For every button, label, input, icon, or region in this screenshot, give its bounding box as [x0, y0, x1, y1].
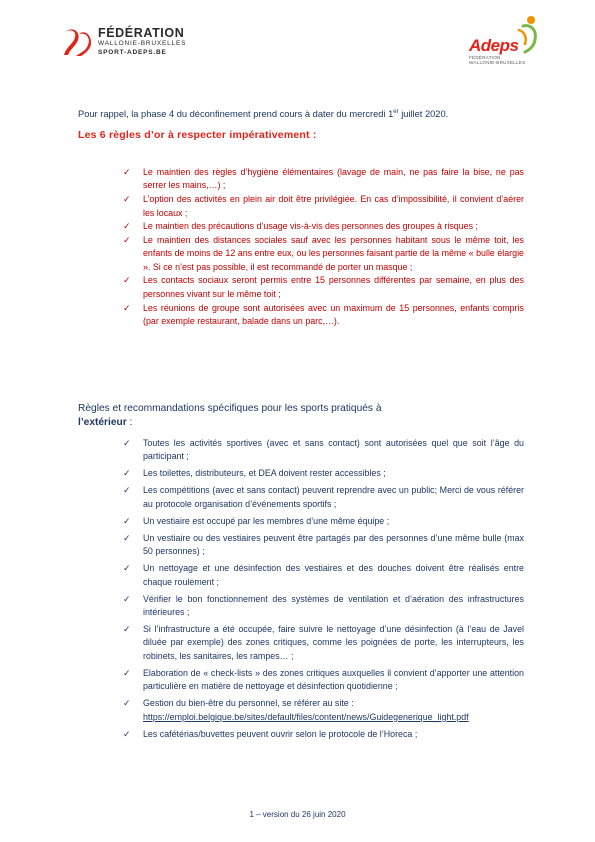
golden-rules-title: Les 6 règles d’or à respecter impérativement : [78, 129, 317, 141]
intro-text [78, 109, 448, 119]
list-item-text: Le maintien des distances sociales sauf avec les personnes habitant sous le même toit, les enfants de moins de 12 ans entre eux, ou les personnes faisant partie de la même « bulle élargie ». Si ce n’est pas possible, il est recommandé de porter un masque ; [143, 234, 524, 272]
checkmark-icon: ✓ [123, 515, 131, 526]
list-item [121, 220, 524, 233]
list-item-text: Gestion du bien-être du personnel, se référer au site : [143, 698, 354, 709]
golden-rules-list [121, 166, 524, 329]
list-item [121, 234, 524, 274]
list-item [121, 623, 524, 663]
checkmark-icon: ✓ [123, 563, 131, 574]
list-item [121, 515, 524, 528]
list-item [121, 166, 524, 193]
outdoor-title-text: Règles et recommandations spécifiques pour les sports pratiqués à [78, 403, 382, 414]
list-item [121, 562, 524, 589]
list-item-text: Les réunions de groupe sont autorisées avec un maximum de 15 personnes, enfants compris (par exemple restaurant, balade dans un parc,…). [143, 302, 524, 326]
fwb-subtitle: WALLONIE-BRUXELLES [98, 40, 187, 47]
checkmark-icon: ✓ [123, 221, 131, 232]
fwb-logo-mark-icon [62, 28, 92, 58]
list-item [121, 593, 524, 620]
checkmark-icon: ✓ [123, 438, 131, 448]
fwb-site: SPORT-ADEPS.BE [98, 49, 167, 56]
guide-link[interactable]: https://emploi.belgique.be/sites/default/files/content/news/Guidegenerique_light.pdf [143, 711, 469, 722]
intro-sup: er [393, 109, 399, 115]
page-footer: 1 – version du 26 juin 2020 [249, 810, 346, 819]
list-item [121, 467, 524, 480]
checkmark-icon: ✓ [123, 593, 131, 604]
checkmark-icon: ✓ [123, 667, 131, 678]
list-item-text: Les contacts sociaux seront permis entre 15 personnes différentes par semaine, en plus des personnes vivant sur le même toit ; [143, 275, 524, 299]
list-item-text: Vérifier le bon fonctionnement des systèmes de ventilation et d’aération des infrastructures intérieures ; [143, 593, 524, 618]
list-item [121, 728, 524, 741]
list-item [121, 667, 524, 694]
checkmark-icon: ✓ [123, 302, 131, 313]
checkmark-icon: ✓ [123, 167, 131, 177]
list-item-text: Toutes les activités sportives (avec et sans contact) sont autorisées quel que soit l’âge du participant ; [143, 438, 524, 462]
list-item-text: Le maintien des précautions d’usage vis-à-vis des personnes des groupes à risques ; [143, 221, 478, 232]
checkmark-icon: ✓ [123, 194, 131, 205]
adeps-wordmark: Adeps [469, 36, 519, 55]
adeps-sub-line1: FÉDÉRATION [469, 55, 501, 60]
list-item-text: Si l’infrastructure a été occupée, faire suivre le nettoyage d’une désinfection (à l’eau de Javel diluée par exemple) des zones critiques, comme les poignées de porte, les interrupteurs, les robinets, les sanitaires, les rampes… ; [143, 624, 524, 661]
list-item-text: Les cafétérias/buvettes peuvent ouvrir selon le protocole de l’Horeca ; [143, 728, 418, 739]
list-item [121, 484, 524, 511]
intro-after: juillet 2020. [398, 109, 449, 120]
fwb-title: FÉDÉRATION [98, 26, 185, 40]
checkmark-icon: ✓ [123, 485, 131, 496]
list-item-text: Un vestiaire est occupé par les membres d’une même équipe ; [143, 515, 390, 526]
adeps-sub [469, 55, 526, 65]
outdoor-rules-list [121, 437, 524, 745]
adeps-logo [465, 14, 545, 66]
list-item [121, 193, 524, 220]
list-item-text: Les compétitions (avec et sans contact) peuvent reprendre avec un public; Merci de vous référer au protocole organisation d’événements sportifs ; [143, 485, 524, 509]
list-item-text: Les toilettes, distributeurs, et DEA doivent rester accessibles ; [143, 468, 386, 479]
list-item-text: Un nettoyage et une désinfection des vestiaires et des douches doivent être réalisés entre chaque roulement ; [143, 563, 524, 587]
list-item [121, 532, 524, 559]
list-item [121, 274, 524, 301]
list-item-text: Le maintien des règles d’hygiène élémentaires (lavage de main, ne pas faire la bise, ne pas serrer les mains,…) ; [143, 167, 524, 191]
checkmark-icon: ✓ [123, 728, 131, 739]
checkmark-icon: ✓ [123, 624, 131, 635]
list-item-text: Elaboration de « check-lists » des zones critiques auxquelles il convient d’apporter une attention particulière en matière de nettoyage et désinfection quotidienne ; [143, 667, 524, 692]
fwb-logo [62, 26, 212, 66]
outdoor-title-bold: l’extérieur [78, 416, 127, 428]
outdoor-rules-title [78, 402, 528, 429]
intro-before: Pour rappel, la phase 4 du déconfinement prend cours à dater du mercredi 1 [78, 109, 394, 120]
checkmark-icon: ✓ [123, 275, 131, 286]
outdoor-title-end: : [126, 416, 133, 428]
list-item [121, 437, 524, 464]
checkmark-icon: ✓ [123, 698, 131, 709]
list-item-text: L’option des activités en plein air doit être privilégiée. En cas d’impossibilité, il convient d’aérer les locaux ; [143, 194, 524, 218]
list-item-text: Un vestiaire ou des vestiaires peuvent être partagés par des personnes d’une même bulle (max 50 personnes) ; [143, 532, 524, 557]
list-item [121, 697, 524, 724]
checkmark-icon: ✓ [123, 532, 131, 543]
checkmark-icon: ✓ [123, 234, 131, 245]
list-item [121, 302, 524, 329]
checkmark-icon: ✓ [123, 468, 131, 479]
adeps-sub-line2: WALLONIE-BRUXELLES [469, 60, 526, 65]
